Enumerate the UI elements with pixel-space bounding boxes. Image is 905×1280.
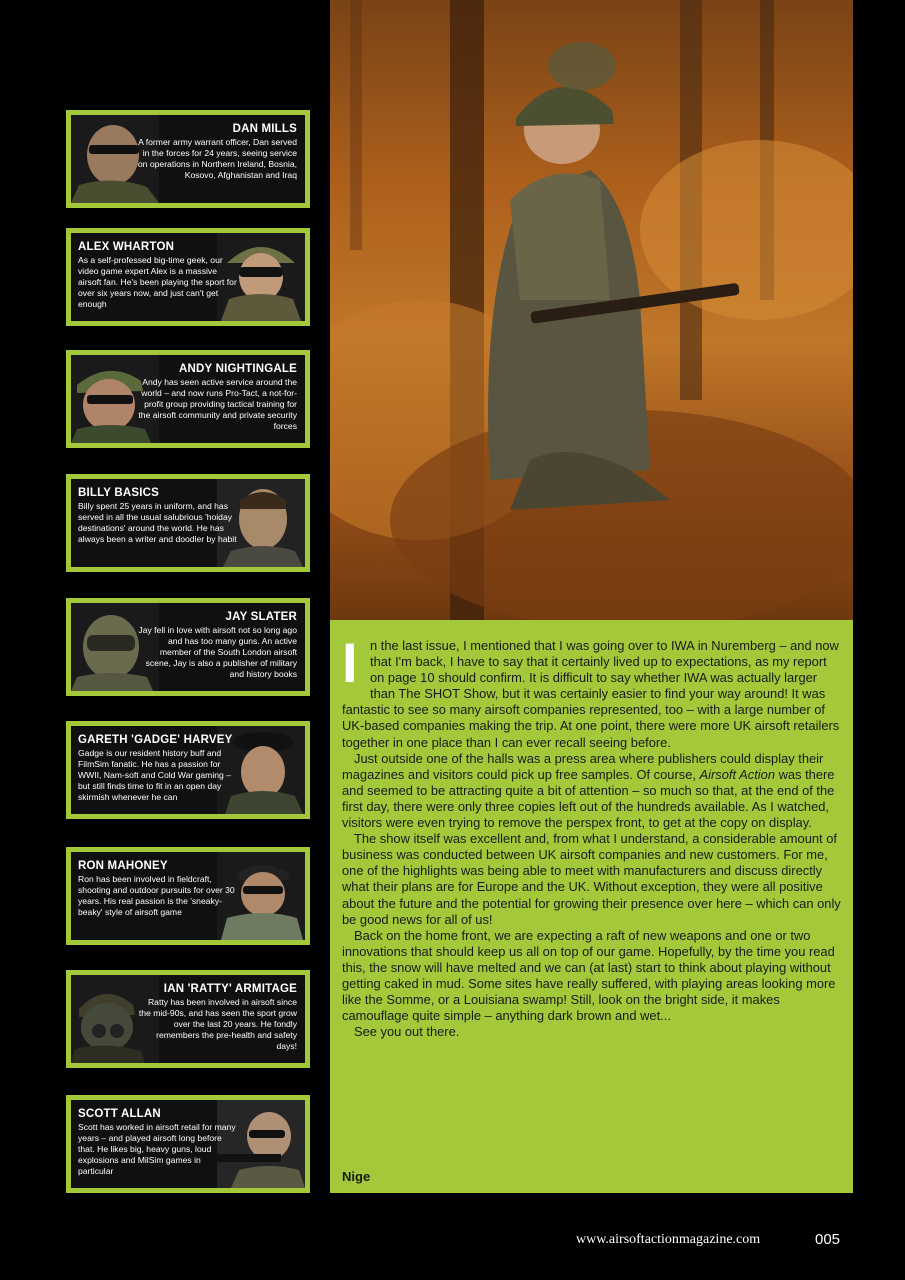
contributor-card-billy-basics — [66, 474, 310, 572]
contributor-bio-block — [78, 487, 238, 545]
contributor-name: DAN MILLS — [232, 123, 297, 135]
contributor-bio: As a self-professed big-time geek, our video game expert Alex is a massive airsoft fan. He's been playing the sport for over six years now, and just can't get enough — [78, 255, 237, 309]
contributor-card-alex-wharton — [66, 228, 310, 326]
editorial-paragraph: The show itself was excellent and, from what I understand, a considerable amount of business was conducted between UK airsoft companies and new customers. For me, one of the highlights was being able to meet with manufacturers and discuss directly what their plans are for Europe and the UK. Without exception, they were all positive about the future and the potential for growing their presence over here – which can only be good news for all of us! — [342, 831, 841, 927]
contributor-bio: Ratty has been involved in airsoft since the mid-90s, and has seen the sport grow over the last 20 years. He fondly remembers the pre-health and safety days! — [138, 997, 297, 1051]
editorial-paragraph-text: Just outside one of the halls was a press area where publishers could display their magazines and visitors could pick up free samples. Of course, — [342, 750, 824, 782]
contributor-card-ian-armitage — [66, 970, 310, 1068]
editorial-panel — [330, 620, 853, 1193]
contributor-bio: Gadge is our resident history buff and FilmSim fanatic. He has a passion for WWII, Nam-soft and Cold War gaming – but still finds time to fit in an open day skirmish whenever he can — [78, 748, 231, 802]
contributor-name: RON MAHONEY — [78, 860, 168, 872]
editorial-paragraph-text: was there and seemed to be attracting quite a bit of attention – so much so that, at the end of the first day, there were only three copies left out of the hundreds available. As I watched, visitors were even trying to remove the perspex front, to get at the copy on display. — [342, 766, 835, 831]
page-number: 005 — [815, 1231, 841, 1248]
contributor-bio-block — [78, 734, 238, 803]
hero-photo — [330, 0, 853, 620]
contributor-bio: Ron has been involved in fieldcraft, shooting and outdoor pursuits for over 30 years. His real passion is the 'sneaky-beaky' style of airsoft game — [78, 874, 235, 917]
contributor-bio: A former army warrant officer, Dan served in the forces for 24 years, seeing service on operations in Northern Ireland, Bosnia, Kosovo, Afghanistan and Iraq — [137, 137, 297, 180]
magazine-title: Airsoft Action — [699, 766, 775, 782]
contributor-bio-block — [78, 241, 238, 310]
contributor-name: SCOTT ALLAN — [78, 1108, 161, 1120]
contributor-name: BILLY BASICS — [78, 487, 160, 499]
editor-signature: Nige — [342, 1169, 371, 1184]
contributor-name: GARETH 'GADGE' HARVEY — [78, 734, 233, 746]
editorial-paragraph-text: n the last issue, I mentioned that I was going over to IWA in Nuremberg – and now that I'm back, I have to say that it certainly lived up to expectations, as my report on page 10 should confirm. It is difficult to say whether IWA was actually larger than The SHOT Show, but it was certainly easier to find your way around! It was fantastic to see so many airsoft companies represented, too – with a large number of UK-based companies making the trip. At one point, there were more UK airsoft retailers together in one place than I can ever recall seeing before. — [342, 638, 840, 750]
contributor-bio: Scott has worked in airsoft retail for many years – and played airsoft long before that. He likes big, heavy guns, loud explosions and MilSim games in particular — [78, 1122, 236, 1176]
contributor-bio-block — [137, 983, 297, 1052]
editorial-paragraph — [342, 631, 842, 751]
contributor-bio: Billy spent 25 years in uniform, and has served in all the usual salubrious 'hoiday destinations' around the world. He has always been a writer and doodler by habit — [78, 501, 237, 544]
contributor-card-jay-slater — [66, 598, 310, 696]
contributor-bio-block — [137, 123, 297, 181]
contributor-bio: Andy has seen active service around the world – and now runs Pro-Tact, a not-for-profit group providing tactical training for the airsoft community and private security forces — [138, 377, 297, 431]
contributor-bio-block — [137, 363, 297, 432]
contributor-card-scott-allan — [66, 1095, 310, 1193]
contributor-bio-block — [137, 611, 297, 680]
contributor-bio: Jay fell in love with airsoft not so long ago and has too many guns. An active member of the South London airsoft scene, Jay is also a publisher of military and history books — [138, 625, 297, 679]
contributor-name: ANDY NIGHTINGALE — [179, 363, 297, 375]
editorial-paragraph — [342, 751, 842, 831]
contributor-card-dan-mills — [66, 110, 310, 208]
contributor-name: JAY SLATER — [225, 611, 297, 623]
footer-url: www.airsoftactionmagazine.com — [576, 1232, 761, 1247]
contributor-bio-block — [78, 860, 238, 918]
editorial-paragraph: Back on the home front, we are expecting a raft of new weapons and one or two innovations that should keep us all on top of our game. Hopefully, by the time you read this, the snow will have melted and we can (at last) start to think about playing without getting caked in mud. Some sites have really suffered, with playing areas looking more like the Somme, or a Louisiana swamp! Still, look on the bright side, it makes camouflage quite simple – anything dark brown and wet... — [342, 927, 836, 1024]
contributor-name: ALEX WHARTON — [78, 241, 175, 253]
contributor-card-ron-mahoney — [66, 847, 310, 945]
editorial-text — [342, 631, 842, 1040]
contributor-name: IAN 'RATTY' ARMITAGE — [163, 983, 297, 995]
drop-cap: I — [342, 631, 358, 694]
contributor-card-gareth-harvey — [66, 721, 310, 819]
contributor-bio-block — [78, 1108, 238, 1177]
soldier-in-forest-image — [330, 0, 853, 620]
editorial-paragraph: See you out there. — [354, 1024, 460, 1040]
contributor-card-andy-nightingale — [66, 350, 310, 448]
